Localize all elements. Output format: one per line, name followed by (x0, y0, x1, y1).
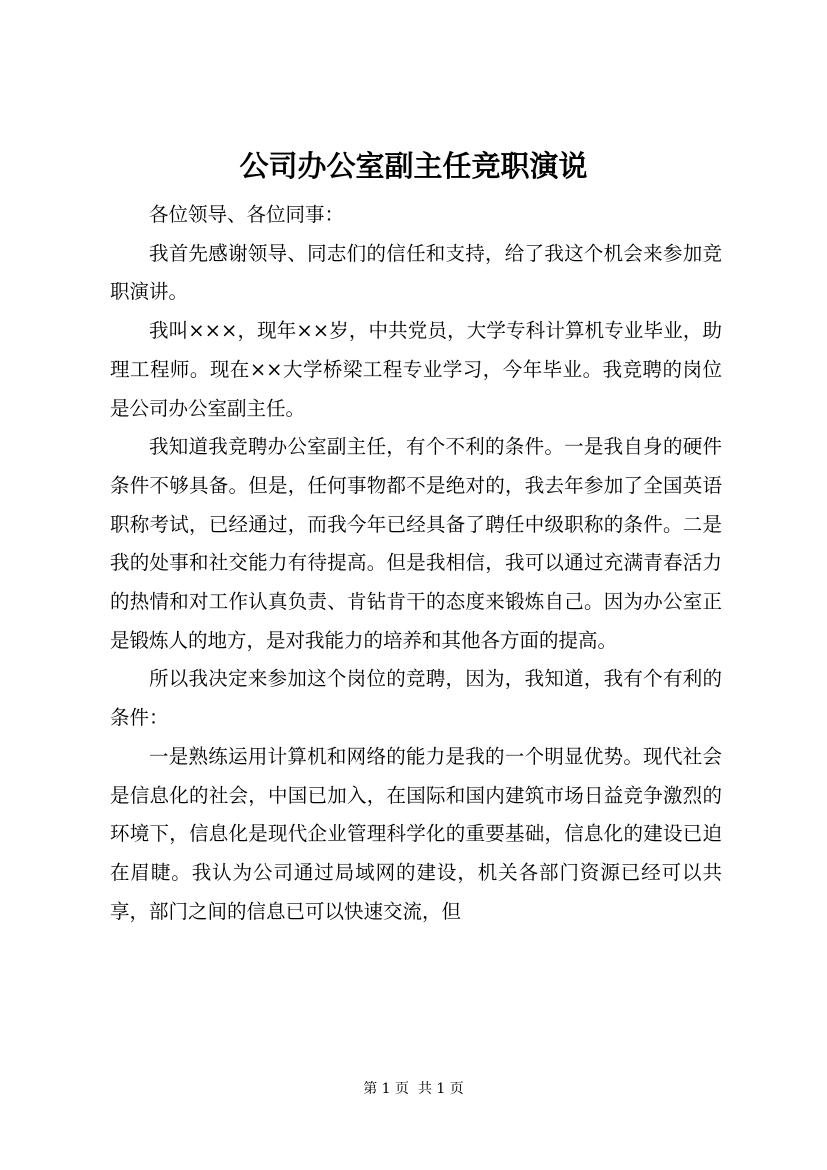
document-body (110, 196, 722, 931)
salutation-paragraph: 各位领导、各位同事： (149, 203, 345, 226)
paragraph-introduction: 我叫×××，现年××岁，中共党员，大学专科计算机专业毕业，助理工程师。现在××大学桥梁工程专业学习，今年毕业。我竞聘的岗位是公司办公室副主任。 (110, 319, 722, 420)
document-title: 公司办公室副主任竞职演说 (239, 149, 588, 183)
page-number-label: 第 1 页 共 1 页 (363, 1081, 464, 1097)
paragraph-thanks: 我首先感谢领导、同志们的信任和支持，给了我这个机会来参加竞职演讲。 (110, 241, 722, 304)
paragraph-advantage-one: 一是熟练运用计算机和网络的能力是我的一个明显优势。现代社会是信息化的社会，中国已加入，在国际和国内建筑市场日益竞争激烈的环境下，信息化是现代企业管理科学化的重要基础，信息化的建设已迫在眉睫。我认为公司通过局域网的建设，机关各部门资源已经可以共享，部门之间的信息已可以快速交流，但 (110, 744, 722, 923)
page-footer (0, 1079, 827, 1099)
paragraph-disadvantages: 我知道我竞聘办公室副主任，有个不利的条件。一是我自身的硬件条件不够具备。但是，任何事物都不是绝对的，我去年参加了全国英语职称考试，已经通过，而我今年已经具备了聘任中级职称的条件。二是我的处事和社交能力有待提高。但是我相信，我可以通过充满青春活力的热情和对工作认真负责、肯钻肯干的态度来锻炼自己。因为办公室正是锻炼人的地方，是对我能力的培养和其他各方面的提高。 (110, 435, 722, 652)
paragraph-decision: 所以我决定来参加这个岗位的竞聘，因为，我知道，我有个有利的条件： (110, 667, 722, 730)
